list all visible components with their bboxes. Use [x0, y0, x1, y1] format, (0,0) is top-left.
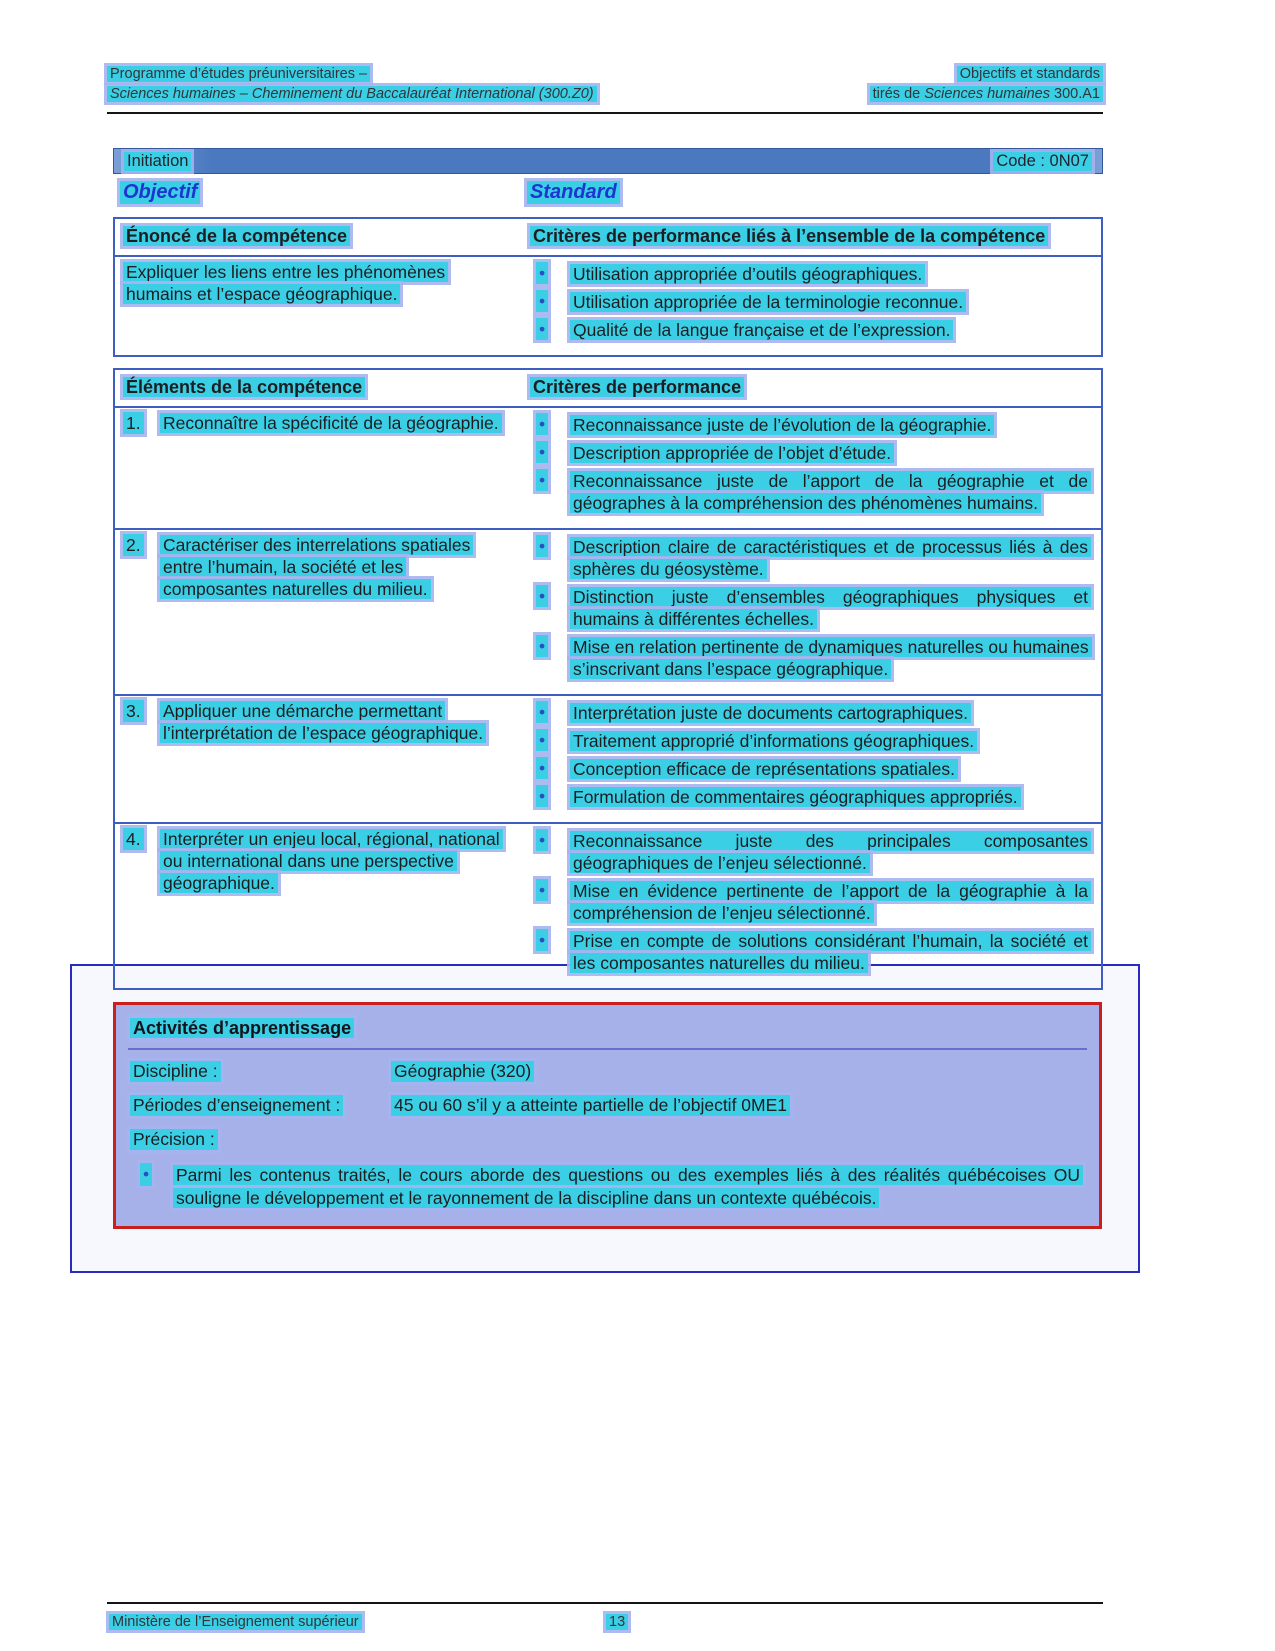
bullet-icon: •: [536, 701, 548, 723]
bullet-icon: •: [536, 879, 548, 901]
criteria-item: [530, 536, 1091, 580]
element-cell: [115, 824, 522, 988]
bullet-icon: •: [536, 290, 548, 312]
competence-statement-cell: [115, 257, 522, 355]
bullet-icon: •: [536, 585, 548, 607]
bullet-icon: •: [536, 729, 548, 751]
header-right-subtitle: tirés de Sciences humaines 300.A1: [870, 86, 1103, 102]
table2-col1-header-cell: [115, 370, 522, 406]
precision-label: Précision :: [130, 1129, 218, 1150]
criteria-cell: [522, 824, 1101, 988]
standard-heading: Standard: [527, 181, 620, 204]
criteria-item: [530, 758, 1091, 780]
criteria-item: [530, 414, 1091, 436]
criteria-item: [530, 586, 1091, 630]
element-text: Interpréter un enjeu local, régional, national ou international dans une perspective géographique.: [160, 829, 503, 893]
bullet-icon: •: [536, 757, 548, 779]
header-left-block: [107, 64, 597, 104]
criteria-item: [530, 636, 1091, 680]
element-cell: [115, 530, 522, 694]
bullet-icon: •: [536, 785, 548, 807]
bullet-icon: •: [536, 441, 548, 463]
discipline-value: Géographie (320): [391, 1061, 534, 1082]
table-row: [115, 822, 1101, 988]
criteria-text: Utilisation appropriée de la terminologie reconnue.: [570, 292, 966, 312]
elements-table: [113, 368, 1103, 990]
periodes-label: Périodes d’enseignement :: [130, 1095, 343, 1116]
criteria-cell: [522, 257, 1101, 355]
criteria-item: [530, 319, 1091, 341]
competence-table: [113, 217, 1103, 357]
bullet-icon: •: [536, 535, 548, 557]
periodes-row: [128, 1084, 1087, 1118]
page-number: 13: [606, 1614, 628, 1630]
criteria-text: Description claire de caractéristiques et de processus liés à des sphères du géosystème.: [570, 537, 1091, 579]
bullet-icon: •: [536, 262, 548, 284]
criteria-cell: [522, 530, 1101, 694]
criteria-item: [530, 830, 1091, 874]
criteria-text: Reconnaissance juste de l’apport de la géographie et de géographes à la compréhension des phénomènes humains.: [570, 471, 1091, 513]
objectif-heading: Objectif: [120, 181, 200, 204]
learning-activities-panel: [113, 1002, 1102, 1229]
precision-text: Parmi les contenus traités, le cours aborde des questions ou des exemples liés à des réalités québécoises OU souligne le développement et le rayonnement de la discipline dans un contexte québécois.: [173, 1165, 1083, 1208]
table-header-row: [115, 370, 1101, 406]
bullet-icon: •: [536, 413, 548, 435]
criteria-text: Qualité de la langue française et de l’expression.: [570, 320, 953, 340]
criteria-item: [530, 291, 1091, 313]
section-name: Initiation: [124, 152, 191, 171]
element-cell: [115, 696, 522, 822]
page-header: [107, 64, 1103, 114]
section-code: Code : 0N07: [993, 152, 1092, 171]
criteria-item: [530, 730, 1091, 752]
table-row: [115, 528, 1101, 694]
header-right-title: Objectifs et standards: [957, 66, 1103, 82]
criteria-text: Reconnaissance juste de l’évolution de la géographie.: [570, 415, 994, 435]
criteria-cell: [522, 696, 1101, 822]
table1-col2-header-cell: [522, 219, 1101, 255]
criteria-item: [530, 786, 1091, 808]
bullet-icon: •: [536, 929, 548, 951]
criteria-text: Mise en évidence pertinente de l’apport de la géographie à la compréhension de l’enjeu sélectionné.: [570, 881, 1091, 923]
table1-col1-header-cell: [115, 219, 522, 255]
element-number: 4.: [123, 828, 144, 850]
discipline-row: [128, 1050, 1087, 1084]
section-title-bar: [113, 148, 1103, 174]
criteria-text: Description appropriée de l’objet d’étude.: [570, 443, 894, 463]
criteria-item: [530, 442, 1091, 464]
annotation-selection-box: [70, 964, 1140, 1273]
criteria-text: Utilisation appropriée d’outils géographiques.: [570, 264, 925, 284]
criteria-text: Formulation de commentaires géographiques appropriés.: [570, 787, 1021, 807]
header-right-block: [870, 64, 1103, 104]
precision-row: [128, 1118, 1087, 1152]
table-row: [115, 255, 1101, 355]
bullet-icon: •: [536, 318, 548, 340]
content-column: [113, 148, 1103, 1273]
discipline-label: Discipline :: [130, 1061, 221, 1082]
criteria-text: Mise en relation pertinente de dynamiques naturelles ou humaines s’inscrivant dans l’espace géographique.: [570, 637, 1092, 679]
ministry-label: Ministère de l’Enseignement supérieur: [109, 1614, 362, 1630]
criteria-text: Traitement approprié d’informations géographiques.: [570, 731, 977, 751]
criteria-item: [530, 263, 1091, 285]
criteria-cell: [522, 408, 1101, 528]
objectif-standard-row: [113, 181, 1103, 209]
header-subtitle-line: Sciences humaines – Cheminement du Baccalauréat International (300.Z0): [107, 86, 597, 102]
element-text: Appliquer une démarche permettant l’interprétation de l’espace géographique.: [160, 701, 486, 743]
element-cell: [115, 408, 522, 528]
element-text: Reconnaître la spécificité de la géographie.: [160, 413, 502, 433]
criteria-text: Interprétation juste de documents cartographiques.: [570, 703, 971, 723]
criteria-text: Prise en compte de solutions considérant l’humain, la société et les composantes naturelles du milieu.: [570, 931, 1091, 973]
table2-col1-header: Éléments de la compétence: [123, 377, 365, 397]
element-number: 3.: [123, 700, 144, 722]
competence-statement: Expliquer les liens entre les phénomènes humains et l’espace géographique.: [123, 262, 448, 304]
header-program-line: Programme d’études préuniversitaires –: [107, 66, 370, 82]
table-row: [115, 694, 1101, 822]
table2-col2-header-cell: [522, 370, 1101, 406]
bullet-icon: •: [536, 469, 548, 491]
periodes-value: 45 ou 60 s’il y a atteinte partielle de l’objectif 0ME1: [391, 1095, 790, 1116]
table1-col1-header: Énoncé de la compétence: [123, 226, 350, 246]
criteria-text: Conception efficace de représentations spatiales.: [570, 759, 958, 779]
bullet-icon: •: [536, 829, 548, 851]
table-row: [115, 406, 1101, 528]
page-footer: [107, 1602, 1103, 1644]
element-number: 1.: [123, 412, 144, 434]
table2-col2-header: Critères de performance: [530, 377, 744, 397]
criteria-text: Reconnaissance juste des principales composantes géographiques de l’enjeu sélectionné.: [570, 831, 1091, 873]
table1-col2-header: Critères de performance liés à l’ensemble de la compétence: [530, 226, 1048, 246]
criteria-item: [530, 930, 1091, 974]
criteria-item: [530, 702, 1091, 724]
activities-title: Activités d’apprentissage: [130, 1018, 354, 1038]
element-text: Caractériser des interrelations spatiales entre l’humain, la société et les composantes naturelles du milieu.: [160, 535, 473, 599]
bullet-icon: •: [140, 1163, 152, 1186]
precision-item: [128, 1164, 1087, 1210]
criteria-item: [530, 470, 1091, 514]
table-header-row: [115, 219, 1101, 255]
bullet-icon: •: [536, 635, 548, 657]
element-number: 2.: [123, 534, 144, 556]
activities-title-row: [128, 1013, 1087, 1050]
criteria-item: [530, 880, 1091, 924]
criteria-text: Distinction juste d’ensembles géographiques physiques et humains à différentes échelles.: [570, 587, 1091, 629]
